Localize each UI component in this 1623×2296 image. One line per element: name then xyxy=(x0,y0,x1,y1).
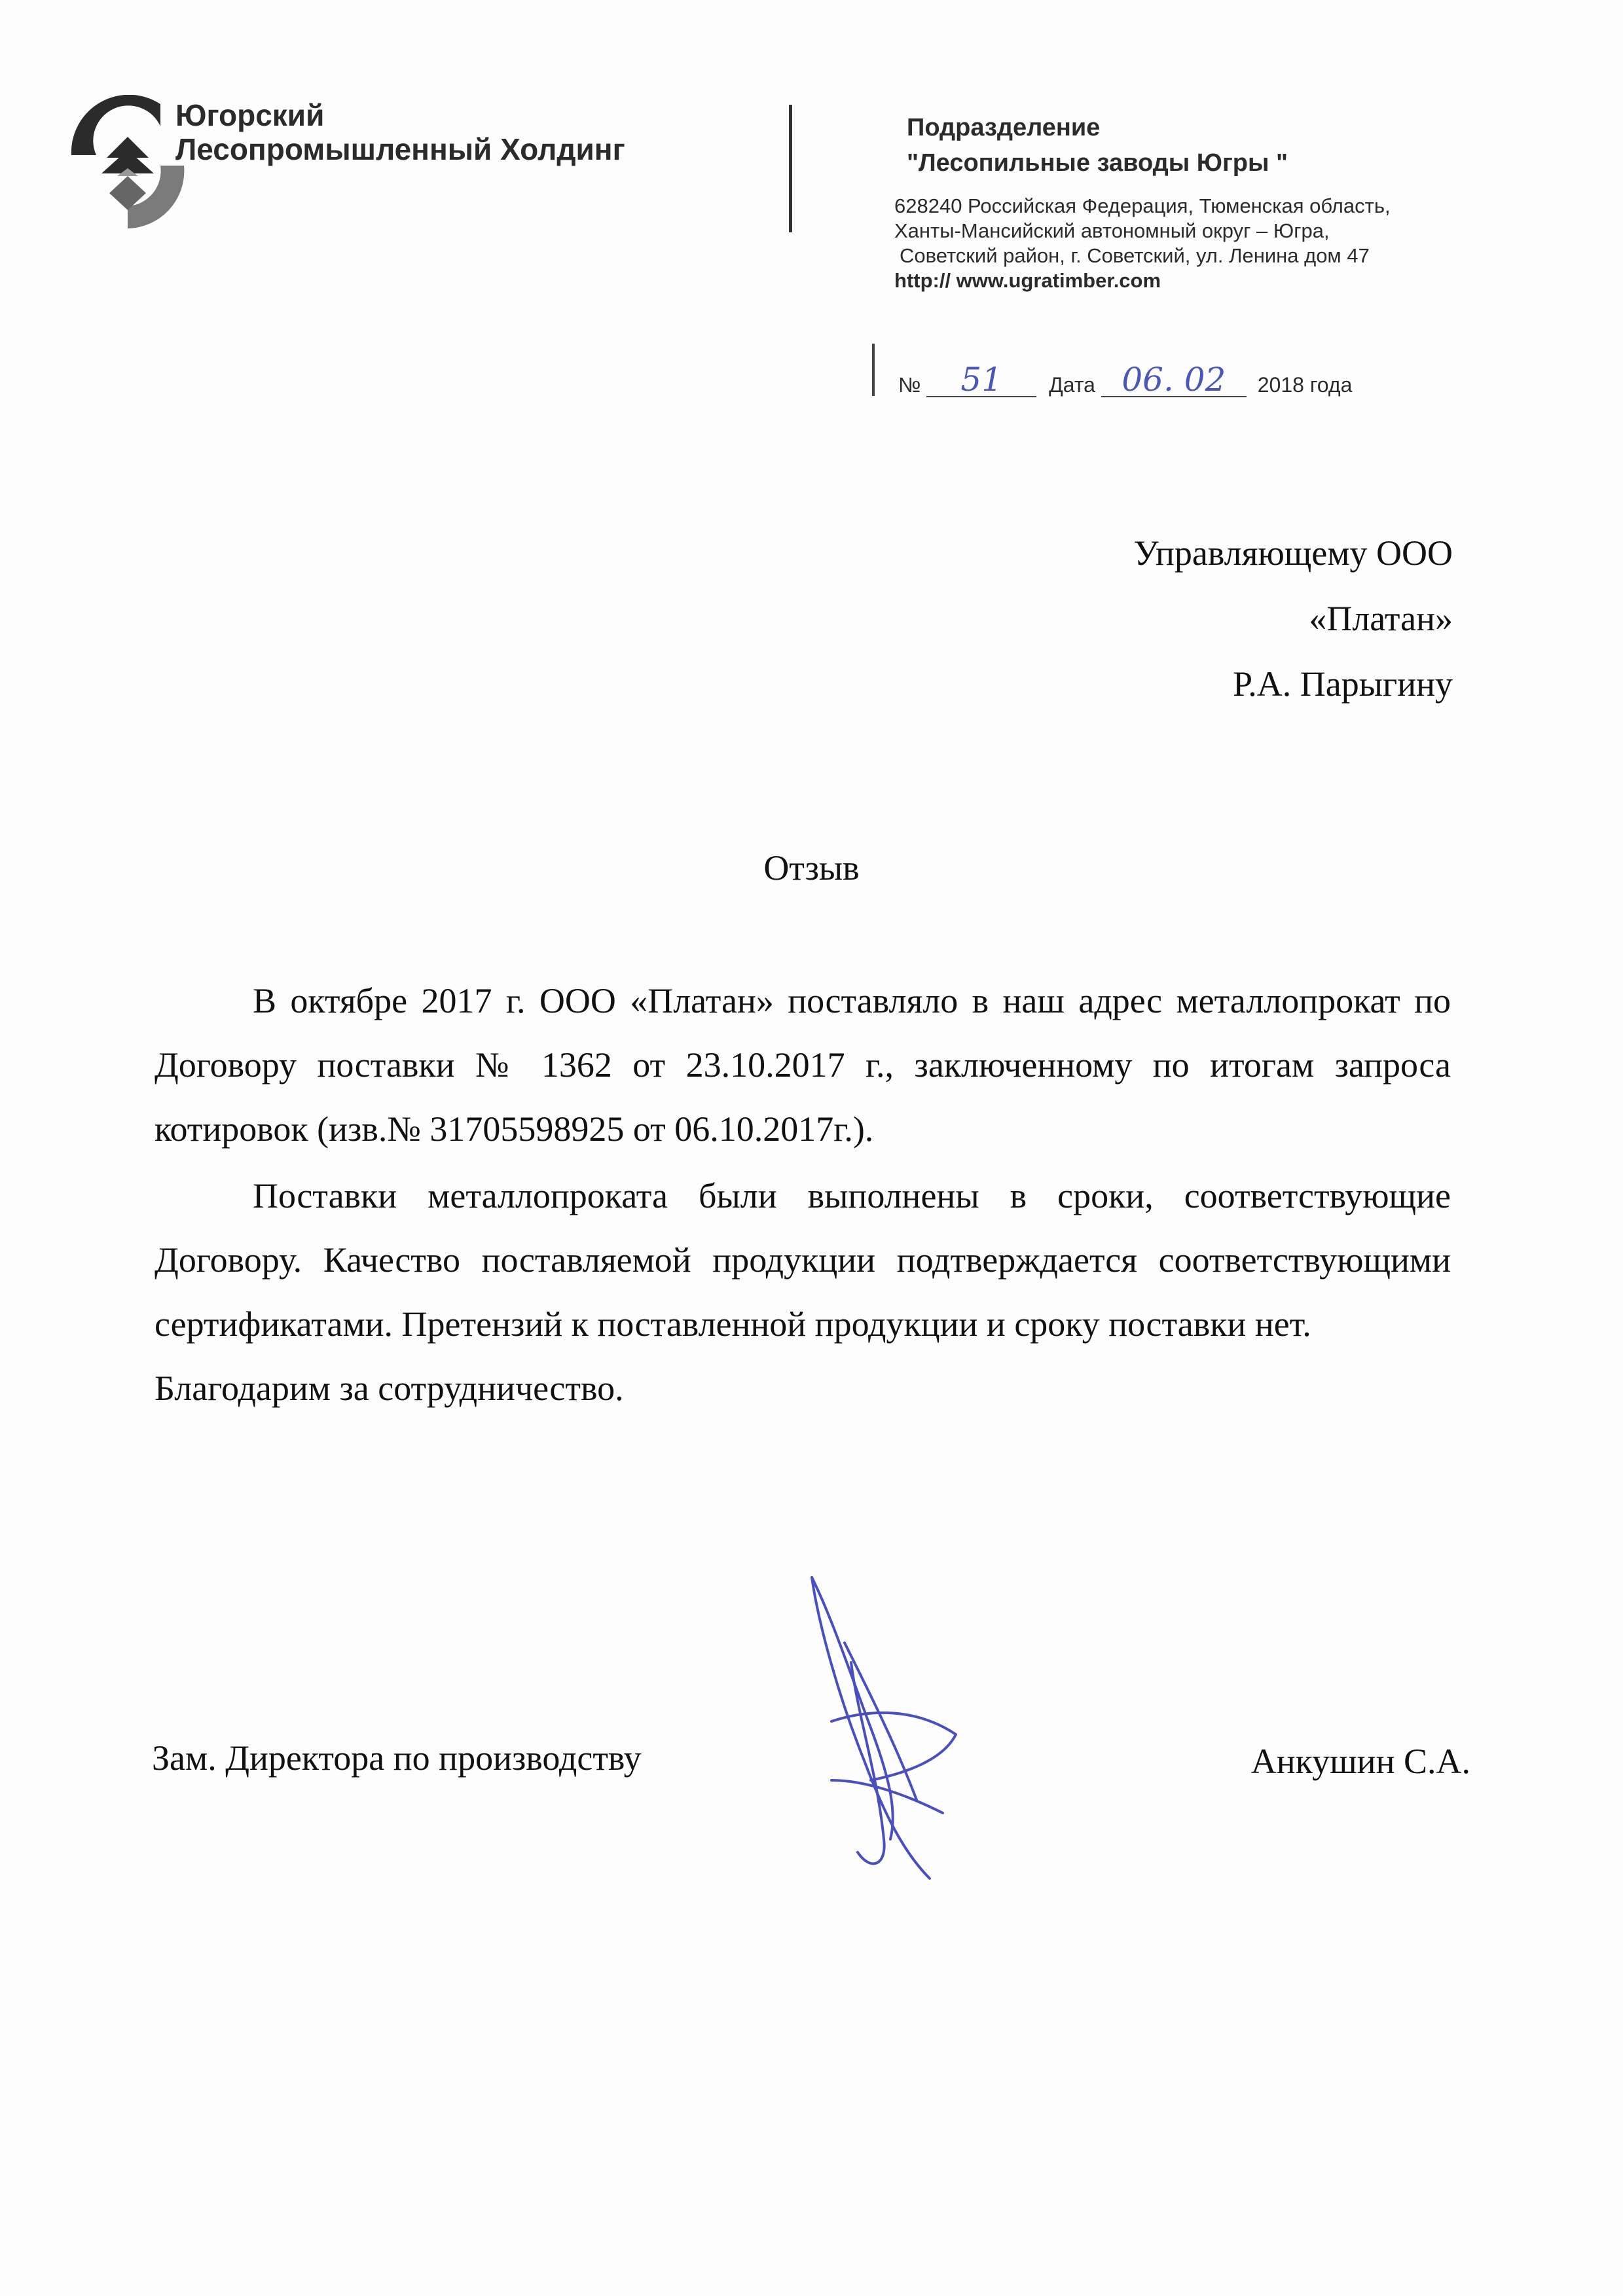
handwritten-signature xyxy=(792,1564,989,1892)
document-title: Отзыв xyxy=(763,848,860,888)
year-text: 2018 года xyxy=(1257,373,1353,397)
body-paragraph-3: Благодарим за сотрудничество. xyxy=(155,1369,624,1408)
header-divider xyxy=(789,105,792,232)
department-name: "Лесопильные заводы Югры " xyxy=(907,149,1288,177)
reference-bar xyxy=(872,344,875,396)
body-paragraph-2: Поставки металлопроката были выполнены в сроки, соответствующие Договору. Качество поставляемой продукции подтверждается соответствующими сертификатами. Претензий к поставленной продукции и сроку поставки нет. xyxy=(155,1176,1451,1344)
addressee-line-2: «Платан» xyxy=(1309,599,1453,638)
department-block xyxy=(907,110,1288,181)
date-label: Дата xyxy=(1049,373,1095,397)
company-logo-text xyxy=(175,98,625,166)
address-block xyxy=(894,194,1391,293)
number-label: № xyxy=(898,373,921,397)
reference-line xyxy=(898,361,1353,399)
logo-line-2: Лесопромышленный Холдинг xyxy=(175,132,625,166)
addressee-line-3: Р.А. Парыгину xyxy=(1233,664,1453,704)
number-value: 51 xyxy=(926,363,1036,397)
logo-line-1: Югорский xyxy=(175,98,325,132)
website-url: http:// www.ugratimber.com xyxy=(894,269,1161,292)
address-line-1: 628240 Российская Федерация, Тюменская область, xyxy=(894,194,1391,217)
signatory-name: Анкушин С.А. xyxy=(1250,1742,1470,1781)
letter-body xyxy=(155,969,1451,1420)
address-line-2: Ханты-Мансийский автономный округ – Югра, xyxy=(894,219,1330,242)
addressee-block xyxy=(1134,520,1453,717)
address-line-3: Советский район, г. Советский, ул. Ленина дом 47 xyxy=(900,244,1370,267)
date-value: 06. 02 xyxy=(1101,363,1247,397)
addressee-line-1: Управляющему ООО xyxy=(1133,533,1453,573)
signatory-position: Зам. Директора по производству xyxy=(152,1738,642,1778)
department-label: Подразделение xyxy=(907,114,1101,141)
company-logo-icon xyxy=(62,95,193,239)
body-paragraph-1: В октябре 2017 г. ООО «Платан» поставляло в наш адрес металлопрокат по Договору поставки № 1362 от 23.10.2017 г., заключенному по итогам запроса котировок (изв.№ 31705598925 от 06.10.2017г.). xyxy=(155,981,1451,1149)
